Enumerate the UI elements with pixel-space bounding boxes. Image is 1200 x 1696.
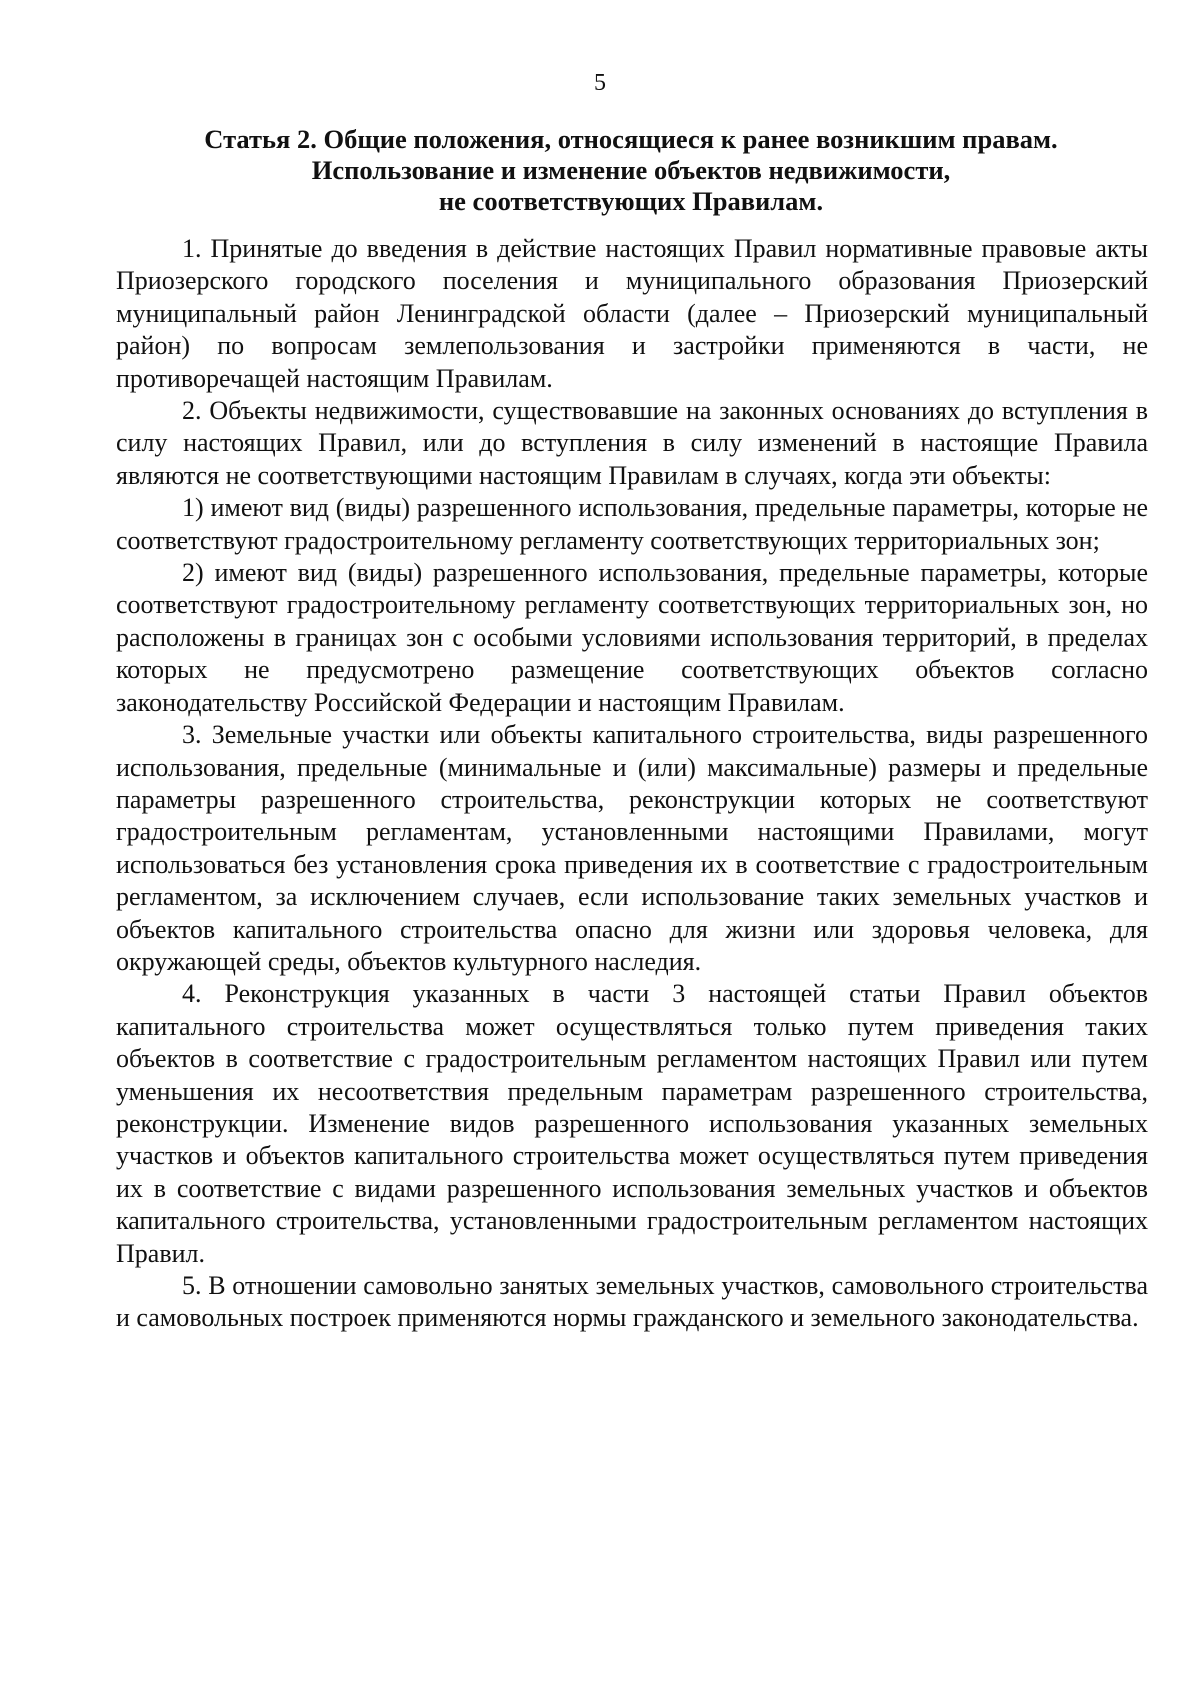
- article-heading-line-2: Использование и изменение объектов недвижимости,: [311, 155, 951, 185]
- paragraph-2-item-2: 2) имеют вид (виды) разрешенного использования, предельные параметры, которые соответствуют градостроительному регламенту соответствующих территориальных зон, но расположены в границах зон с особыми условиями использования территорий, в пределах которых не предусмотрено размещение соответствующих объектов согласно законодательству Российской Федерации и настоящим Правилам.: [116, 558, 1148, 717]
- article-heading-line-1: Статья 2. Общие положения, относящиеся к ранее возникшим правам.: [204, 124, 1058, 154]
- paragraph-2: 2. Объекты недвижимости, существовавшие на законных основаниях до вступления в силу настоящих Правил, или до вступления в силу изменений в настоящие Правила являются не соответствующими настоящим Правилам в случаях, когда эти объекты:: [116, 396, 1148, 490]
- article-body: [116, 233, 1148, 1335]
- page-number: 5: [594, 70, 606, 96]
- paragraph-3: 3. Земельные участки или объекты капитального строительства, виды разрешенного использования, предельные (минимальные и (или) максимальные) размеры и предельные параметры разрешенного строительства, реконструкции которых не соответствуют градостроительным регламентам, установленными настоящими Правилами, могут использоваться без установления срока приведения их в соответствие с градостроительным регламентом, за исключением случаев, если использование таких земельных участков и объектов капитального строительства опасно для жизни или здоровья человека, для окружающей среды, объектов культурного наследия.: [116, 720, 1148, 976]
- article-heading-line-3: не соответствующих Правилам.: [438, 186, 824, 216]
- article-heading: [110, 124, 1152, 217]
- paragraph-1: 1. Принятые до введения в действие настоящих Правил нормативные правовые акты Приозерского городского поселения и муниципального образования Приозерский муниципальный район Ленинградской области (далее – Приозерский муниципальный район) по вопросам землепользования и застройки применяются в части, не противоречащей настоящим Правилам.: [116, 234, 1148, 393]
- paragraph-2-item-1: 1) имеют вид (виды) разрешенного использования, предельные параметры, которые не соответствуют градостроительному регламенту соответствующих территориальных зон;: [116, 493, 1148, 555]
- paragraph-5: 5. В отношении самовольно занятых земельных участков, самовольного строительства и самовольных построек применяются нормы гражданского и земельного законодательства.: [116, 1271, 1148, 1333]
- paragraph-4: 4. Реконструкция указанных в части 3 настоящей статьи Правил объектов капитального строительства может осуществляться только путем приведения таких объектов в соответствие с градостроительным регламентом настоящих Правил или путем уменьшения их несоответствия предельным параметрам разрешенного строительства, реконструкции. Изменение видов разрешенного использования указанных земельных участков и объектов капитального строительства может осуществляться путем приведения их в соответствие с видами разрешенного использования земельных участков и объектов капитального строительства, установленными градостроительным регламентом настоящих Правил.: [116, 979, 1148, 1268]
